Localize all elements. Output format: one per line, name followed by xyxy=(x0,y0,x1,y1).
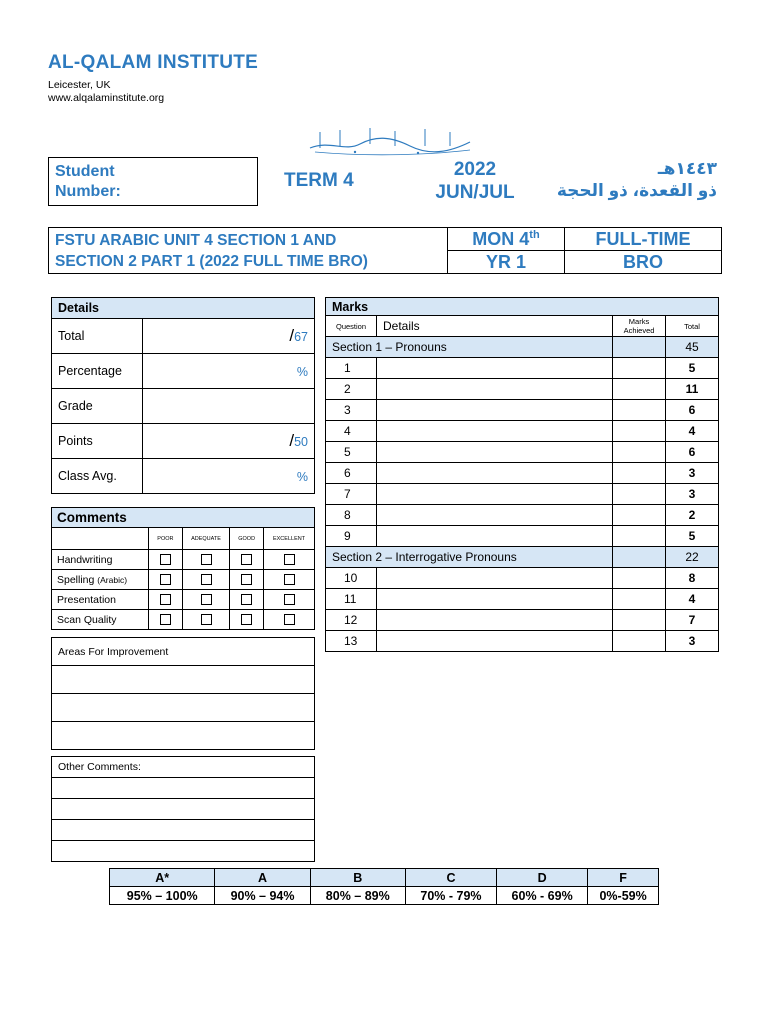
basmala-calligraphy xyxy=(300,122,480,158)
checkbox[interactable] xyxy=(241,594,252,605)
grade-range: 60% - 69% xyxy=(497,887,588,905)
question-total: 4 xyxy=(666,421,719,442)
col-excellent: EXCELLENT xyxy=(264,528,315,550)
comment-row-presentation xyxy=(52,590,315,610)
question-details xyxy=(377,400,613,421)
checkbox[interactable] xyxy=(160,554,171,565)
hijri-months: ذو القعدة، ذو الحجة xyxy=(556,181,717,200)
other-comments-line[interactable] xyxy=(52,841,315,862)
year-months: JUN/JUL xyxy=(435,182,515,203)
section-row xyxy=(326,337,719,358)
question-row xyxy=(326,379,719,400)
question-details xyxy=(377,589,613,610)
grade-range: 90% – 94% xyxy=(215,887,310,905)
question-row xyxy=(326,505,719,526)
question-number: 9 xyxy=(326,526,377,547)
question-details xyxy=(377,379,613,400)
marks-header: Marks xyxy=(326,298,719,316)
details-row xyxy=(52,319,315,354)
question-row xyxy=(326,526,719,547)
question-details xyxy=(377,358,613,379)
question-total: 3 xyxy=(666,463,719,484)
grade-letter: F xyxy=(588,869,659,887)
details-row xyxy=(52,459,315,494)
details-header: Details xyxy=(52,298,315,319)
comment-label-text: Spelling xyxy=(57,573,95,586)
question-number: 12 xyxy=(326,610,377,631)
course-title xyxy=(49,228,448,274)
year-block xyxy=(420,158,530,204)
checkbox[interactable] xyxy=(284,594,295,605)
section-title: Section 2 – Interrogative Pronouns xyxy=(326,547,613,568)
section-title: Section 1 – Pronouns xyxy=(326,337,613,358)
grade-range: 95% – 100% xyxy=(110,887,215,905)
other-comments-table xyxy=(51,756,315,862)
details-label: Percentage xyxy=(52,354,143,389)
col-poor: POOR xyxy=(149,528,183,550)
question-details xyxy=(377,463,613,484)
course-day-text: MON 4 xyxy=(472,228,530,249)
grade-letter: B xyxy=(310,869,405,887)
question-row xyxy=(326,610,719,631)
course-info-table xyxy=(48,227,722,274)
question-total: 2 xyxy=(666,505,719,526)
question-total: 7 xyxy=(666,610,719,631)
question-total: 4 xyxy=(666,589,719,610)
question-number: 3 xyxy=(326,400,377,421)
comments-table xyxy=(51,507,315,630)
question-number: 8 xyxy=(326,505,377,526)
question-total: 5 xyxy=(666,526,719,547)
course-day-suffix: th xyxy=(529,228,540,241)
details-row xyxy=(52,354,315,389)
institute-website: www.alqalaminstitute.org xyxy=(48,92,165,104)
checkbox[interactable] xyxy=(201,574,212,585)
section-row xyxy=(326,547,719,568)
question-number: 5 xyxy=(326,442,377,463)
question-row xyxy=(326,589,719,610)
checkbox[interactable] xyxy=(284,554,295,565)
details-value-field[interactable] xyxy=(143,319,315,354)
marks-achieved-field[interactable] xyxy=(613,589,666,610)
section-achieved[interactable] xyxy=(613,547,666,568)
question-total: 11 xyxy=(666,379,719,400)
question-total: 3 xyxy=(666,631,719,652)
details-slash: / xyxy=(289,431,295,450)
course-day xyxy=(448,228,565,251)
col-adequate: ADEQUATE xyxy=(182,528,229,550)
details-value-field[interactable] xyxy=(143,459,315,494)
checkbox[interactable] xyxy=(241,614,252,625)
course-group: BRO xyxy=(564,251,721,274)
details-value-field[interactable] xyxy=(143,424,315,459)
areas-line[interactable] xyxy=(52,666,315,694)
details-label: Total xyxy=(52,319,143,354)
question-total: 6 xyxy=(666,400,719,421)
question-total: 5 xyxy=(666,358,719,379)
comment-label: Presentation xyxy=(52,590,149,610)
grade-letter: A xyxy=(215,869,310,887)
section-total: 45 xyxy=(666,337,719,358)
spelling-note: (Arabic) xyxy=(97,574,128,585)
checkbox[interactable] xyxy=(284,574,295,585)
details-row xyxy=(52,389,315,424)
course-title-line2: SECTION 2 PART 1 (2022 FULL TIME BRO) xyxy=(55,252,368,270)
comment-row-scan-quality xyxy=(52,610,315,630)
marks-achieved-field[interactable] xyxy=(613,379,666,400)
grade-letter: D xyxy=(497,869,588,887)
question-number: 10 xyxy=(326,568,377,589)
question-number: 4 xyxy=(326,421,377,442)
comment-label xyxy=(52,570,149,590)
col-details: Details xyxy=(377,316,613,337)
details-value: 67 xyxy=(294,330,308,344)
marks-achieved-field[interactable] xyxy=(613,484,666,505)
comment-label: Scan Quality xyxy=(52,610,149,630)
areas-line[interactable] xyxy=(52,722,315,750)
comment-row-spelling xyxy=(52,570,315,590)
details-label: Points xyxy=(52,424,143,459)
areas-for-improvement-table xyxy=(51,637,315,750)
col-question: Question xyxy=(326,316,377,337)
other-comments-line[interactable] xyxy=(52,799,315,820)
section-total: 22 xyxy=(666,547,719,568)
areas-label: Areas For Improvement xyxy=(52,638,315,666)
details-value-field[interactable] xyxy=(143,354,315,389)
student-label-line1: Student xyxy=(55,163,115,180)
question-number: 6 xyxy=(326,463,377,484)
checkbox[interactable] xyxy=(201,614,212,625)
details-value-field[interactable] xyxy=(143,389,315,424)
question-row xyxy=(326,400,719,421)
grade-letter: C xyxy=(405,869,496,887)
checkbox[interactable] xyxy=(201,594,212,605)
comment-label: Handwriting xyxy=(52,550,149,570)
details-label: Class Avg. xyxy=(52,459,143,494)
question-number: 2 xyxy=(326,379,377,400)
areas-line[interactable] xyxy=(52,694,315,722)
student-number-box[interactable] xyxy=(48,157,258,206)
other-comments-label: Other Comments: xyxy=(52,757,315,778)
details-label: Grade xyxy=(52,389,143,424)
question-row xyxy=(326,484,719,505)
course-mode: FULL-TIME xyxy=(564,228,721,251)
checkbox[interactable] xyxy=(241,574,252,585)
question-row xyxy=(326,358,719,379)
col-marks-achieved: Marks Achieved xyxy=(613,316,666,337)
col-total: Total xyxy=(666,316,719,337)
marks-achieved-field[interactable] xyxy=(613,442,666,463)
question-total: 6 xyxy=(666,442,719,463)
hijri-year: ١٤٤٣هـ xyxy=(657,159,717,178)
checkbox[interactable] xyxy=(201,554,212,565)
details-slash: / xyxy=(289,326,295,345)
question-details xyxy=(377,568,613,589)
checkbox[interactable] xyxy=(241,554,252,565)
marks-achieved-field[interactable] xyxy=(613,631,666,652)
details-value: 50 xyxy=(294,435,308,449)
question-details xyxy=(377,421,613,442)
marks-achieved-field[interactable] xyxy=(613,358,666,379)
question-number: 11 xyxy=(326,589,377,610)
comments-header: Comments xyxy=(52,508,315,528)
marks-table xyxy=(325,297,719,652)
question-details xyxy=(377,484,613,505)
question-details xyxy=(377,505,613,526)
checkbox[interactable] xyxy=(160,574,171,585)
question-total: 3 xyxy=(666,484,719,505)
question-details xyxy=(377,631,613,652)
grade-boundaries-table xyxy=(109,868,659,905)
question-details xyxy=(377,526,613,547)
details-value: % xyxy=(296,365,308,379)
section-achieved[interactable] xyxy=(613,337,666,358)
course-year-group: YR 1 xyxy=(448,251,565,274)
marks-achieved-field[interactable] xyxy=(613,610,666,631)
question-row xyxy=(326,631,719,652)
marks-achieved-field[interactable] xyxy=(613,505,666,526)
question-number: 13 xyxy=(326,631,377,652)
checkbox[interactable] xyxy=(160,614,171,625)
details-table xyxy=(51,297,315,494)
marks-achieved-field[interactable] xyxy=(613,421,666,442)
question-row xyxy=(326,568,719,589)
col-good: GOOD xyxy=(230,528,264,550)
grade-letter: A* xyxy=(110,869,215,887)
year-number: 2022 xyxy=(453,159,497,180)
question-details xyxy=(377,442,613,463)
hijri-date xyxy=(555,158,717,202)
question-details xyxy=(377,610,613,631)
institute-name: AL-QALAM INSTITUTE xyxy=(48,52,259,73)
grade-range: 70% - 79% xyxy=(405,887,496,905)
course-title-line1: FSTU ARABIC UNIT 4 SECTION 1 AND xyxy=(55,231,337,249)
comments-corner xyxy=(52,528,149,550)
details-row xyxy=(52,424,315,459)
term-label: TERM 4 xyxy=(284,170,354,191)
checkbox[interactable] xyxy=(284,614,295,625)
question-number: 7 xyxy=(326,484,377,505)
marks-achieved-field[interactable] xyxy=(613,400,666,421)
grade-range: 0%-59% xyxy=(588,887,659,905)
question-number: 1 xyxy=(326,358,377,379)
marks-achieved-field[interactable] xyxy=(613,568,666,589)
other-comments-line[interactable] xyxy=(52,778,315,799)
details-value: % xyxy=(296,470,308,484)
question-row xyxy=(326,442,719,463)
other-comments-line[interactable] xyxy=(52,820,315,841)
grade-range: 80% – 89% xyxy=(310,887,405,905)
question-total: 8 xyxy=(666,568,719,589)
question-row xyxy=(326,463,719,484)
marks-achieved-field[interactable] xyxy=(613,526,666,547)
marks-achieved-field[interactable] xyxy=(613,463,666,484)
comment-row-handwriting xyxy=(52,550,315,570)
checkbox[interactable] xyxy=(160,594,171,605)
institute-location: Leicester, UK xyxy=(48,79,111,91)
student-label-line2: Number: xyxy=(55,183,121,200)
question-row xyxy=(326,421,719,442)
